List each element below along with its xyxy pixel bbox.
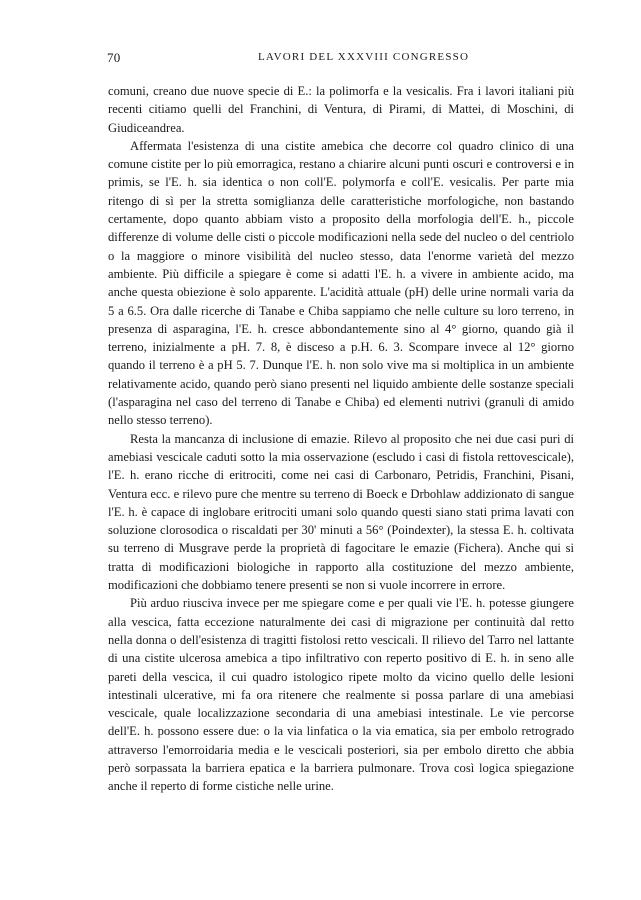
- paragraph-1: comuni, creano due nuove specie di E.: la polimorfa e la vesicalis. Fra i lavori italiani più recenti citiamo quelli del Franchini, di Ventura, di Pirami, di Mattei, di Moschini, di Giudiceandrea.: [108, 84, 574, 135]
- paragraph-3: Resta la mancanza di inclusione di emazie. Rilevo al proposito che nei due casi puri di amebiasi vescicale caduti sotto la mia osservazione (escludo i casi di fistola rettovescicale), l'E. h. erano ricche di eritrociti, come nei casi di Carbonaro, Petridis, Franchini, Pisani, Ventura ecc. e rilevo pure che mentre su terreno di Boeck e Drbohlaw addizionato di sangue l'E. h. è capace di inglobare eritrociti umani solo quando questi siano stati prima lavati con soluzione clorosodica o riscaldati per 30' minuti a 56° (Poindexter), la stessa E. h. coltivata su terreno di Musgrave perde la proprietà di fagocitare le emazie (Fichera). Anche qui si tratta di modificazioni biologiche in rapporto alla costituzione del mezzo ambiente, modificazioni che dobbiamo tenere presenti se non si vuole incorrere in errore.: [108, 431, 574, 593]
- running-title: LAVORI DEL XXXVIII CONGRESSO: [258, 51, 470, 63]
- paragraph-2: Affermata l'esistenza di una cistite amebica che decorre col quadro clinico di una comune cistite per lo più emorragica, restano a chiarire alcuni punti oscuri e controversi e in primis, se l'E. h. sia identica o non coll'E. polymorfa e coll'E. vesicalis. Per parte mia ritengo di sì per la stretta somiglianza delle caratteristiche morfologiche, non bastando certamente, dopo quanto abbiam visto a proposito della morfologia dell'E. h., piccole differenze di volume delle cisti o piccole modificazioni nella sede del nucleo o del centriolo o la maggiore o minore visibilità del nucleo stesso, data l'enorme varietà del mezzo ambiente. Più difficile a spiegare è come si adatti l'E. h. a vivere in ambiente acido, ma anche questa obiezione è solo apparente. L'acidità attuale (pH) delle urine normali varia da 5 a 6.5. Ora dalle ricerche di Tanabe e Chiba sappiamo che nelle culture su loro terreno, in presenza di asparagina, l'E. h. cresce abbondantemente sino al 4° giorno, quando già il terreno, inizialmente a pH. 7. 8, è disceso a p.H. 6. 3. Scompare invece al 12° giorno quando il terreno è a pH 5. 7. Dunque l'E. h. non solo vive ma si moltiplica in un ambiente relativamente acido, quando però siano presenti nel liquido ambiente delle sostanze speciali (l'asparagina nel caso del terreno di Tanabe e Chiba) ed elementi nutrivi (granuli di amido nello stesso terreno).: [108, 138, 574, 428]
- body-text: [108, 82, 574, 796]
- paragraph-4: Più arduo riusciva invece per me spiegare come e per quali vie l'E. h. potesse giungere alla vescica, fatta eccezione naturalmente dei casi di migrazione per continuità dal retto nella donna o dell'esistenza di tragitti fistolosi retto vescicali. Il rilievo del Tarro nel lattante di una cistite ulcerosa amebica a tipo infiltrativo con reperto positivo di E. h. in seno alle pareti della vescica, il cui quadro istologico ripete molto da vicino quello delle lesioni intestinali ulcerative, mi fa ora ritenere che realmente si possa parlare di una amebiasi vescicale, quale localizzazione secondaria di una amebiasi intestinale. Le vie percorse dell'E. h. possono essere due: o la via linfatica o la via ematica, sia per embolo retrogrado attraverso l'emorroidaria media e le vescicali posteriori, sia per embolo diretto che abbia però sorpassata la barriera epatica e la barriera pulmonare. Trova così logica spiegazione anche il reperto di forme cistiche nelle urine.: [108, 596, 574, 794]
- page-number: 70: [107, 50, 121, 65]
